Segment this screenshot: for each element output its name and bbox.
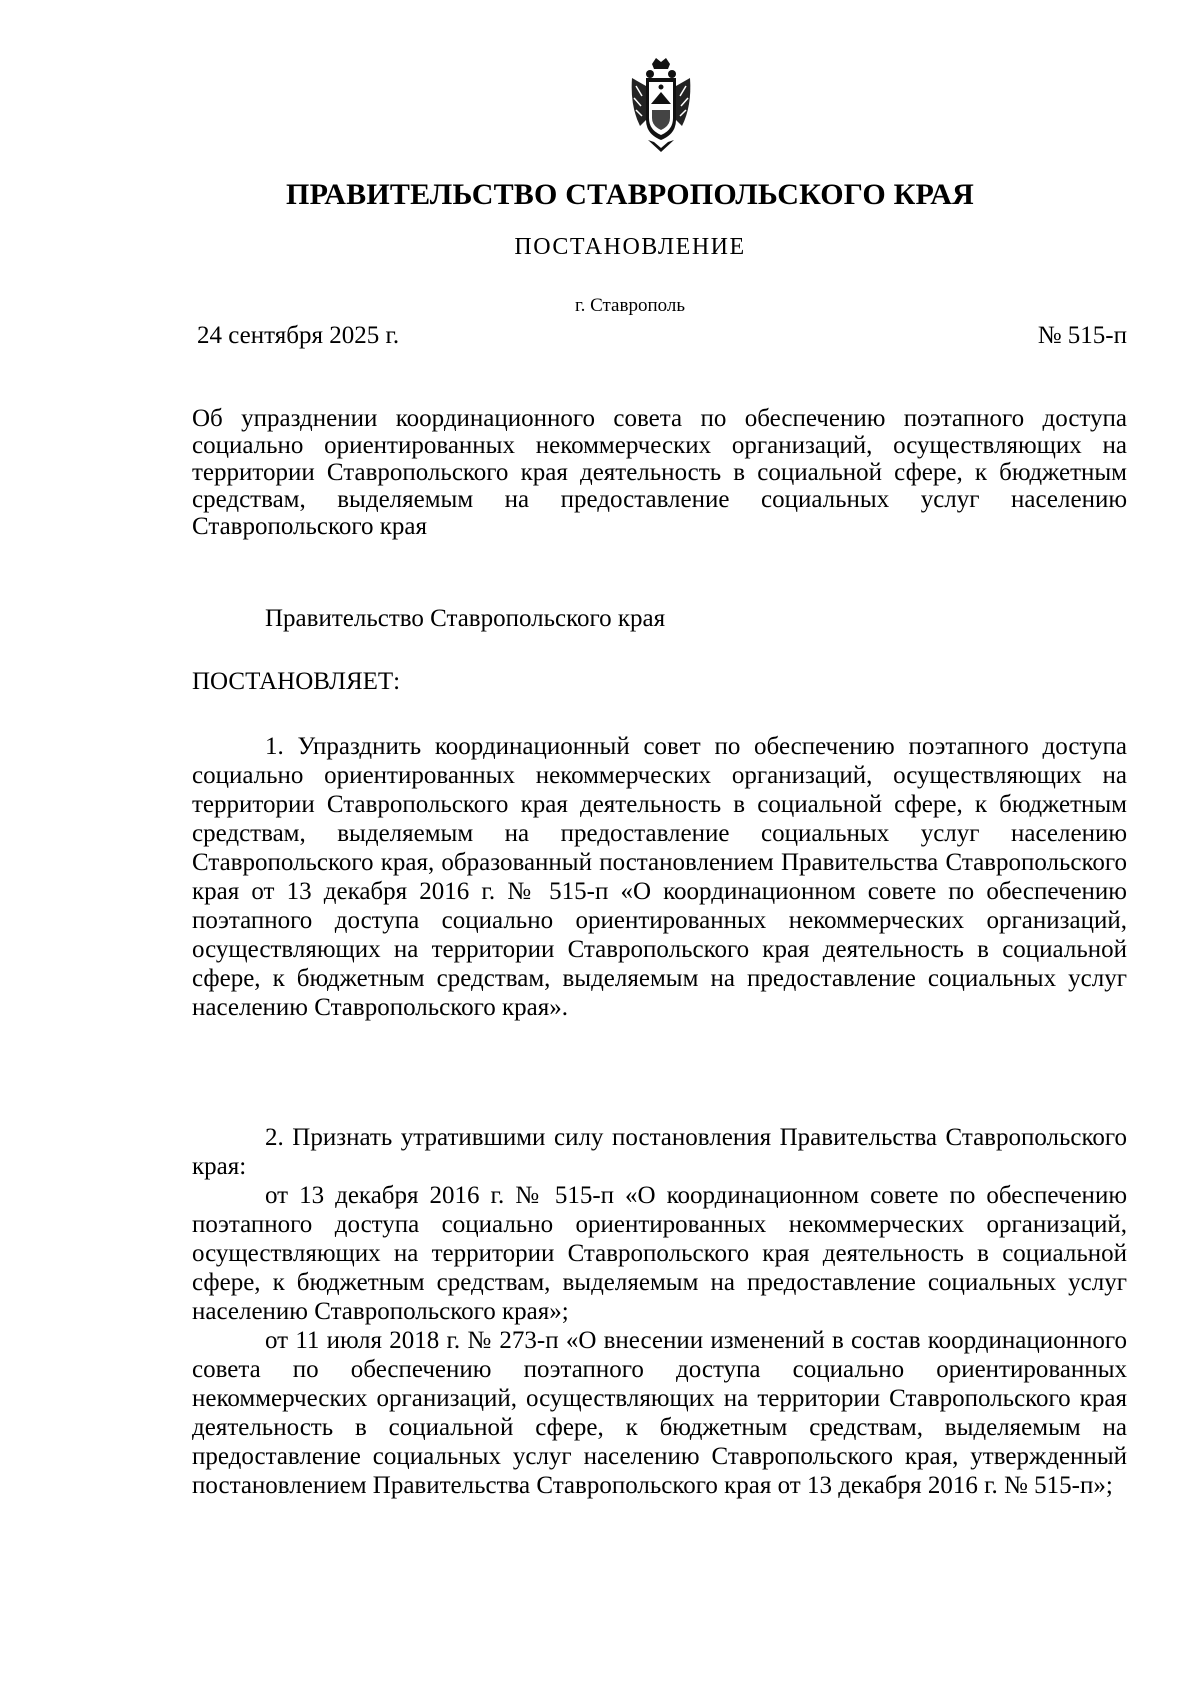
paragraph-1 xyxy=(192,732,1127,1022)
paragraph-1-text: 1. Упразднить координационный совет по обеспечению поэтапного доступа социально ориентированных некоммерческих организаций, осуществляющих на территории Ставропольского края деятельность в социальной сфере, к бюджетным средствам, выделяемым на предоставление социальных услуг населению Ставропольского края, образованный постановлением Правительства Ставропольского края от 13 декабря 2016 г. № 515-п «О координационном совете по обеспечению поэтапного доступа социально ориентированных некоммерческих организаций, осуществляющих на территории Ставропольского края деятельность в социальной сфере, к бюджетным средствам, выделяемым на предоставление социальных услуг населению Ставропольского края». xyxy=(192,733,1127,1021)
preamble-government: Правительство Ставропольского края xyxy=(265,605,666,632)
city-label: г. Ставрополь xyxy=(574,295,686,316)
preamble-decrees: ПОСТАНОВЛЯЕТ: xyxy=(192,668,401,695)
paragraph-2 xyxy=(192,1123,1127,1500)
document-date: 24 сентября 2025 г. xyxy=(197,322,400,349)
government-title: ПРАВИТЕЛЬСТВО СТАВРОПОЛЬСКОГО КРАЯ xyxy=(286,178,974,211)
document-number: № 515-п xyxy=(1037,322,1127,349)
coat-of-arms-emblem-icon xyxy=(628,56,694,156)
document-type: ПОСТАНОВЛЕНИЕ xyxy=(514,234,746,260)
paragraph-2-item-1: от 13 декабря 2016 г. № 515-п «О координационном совете по обеспечению поэтапного доступа социально ориентированных некоммерческих организаций, осуществляющих на территории Ставропольского края деятельность в социальной сфере, к бюджетным средствам, выделяемым на предоставление социальных услуг населению Ставропольского края»; xyxy=(192,1182,1127,1325)
paragraph-2-intro: 2. Признать утратившими силу постановления Правительства Ставропольского края: xyxy=(192,1124,1127,1180)
document-subject: Об упразднении координационного совета по обеспечению поэтапного доступа социально ориентированных некоммерческих организаций, осуществляющих на территории Ставропольского края деятельность в социальной сфере, к бюджетным средствам, выделяемым на предоставление социальных услуг населению Ставропольского края xyxy=(192,405,1127,540)
paragraph-2-item-2: от 11 июля 2018 г. № 273-п «О внесении изменений в состав координационного совета по обеспечению поэтапного доступа социально ориентированных некоммерческих организаций, осуществляющих на территории Ставропольского края деятельность в социальной сфере, к бюджетным средствам, выделяемым на предоставление социальных услуг населению Ставропольского края, утвержденный постановлением Правительства Ставропольского края от 13 декабря 2016 г. № 515-п»; xyxy=(192,1327,1127,1499)
